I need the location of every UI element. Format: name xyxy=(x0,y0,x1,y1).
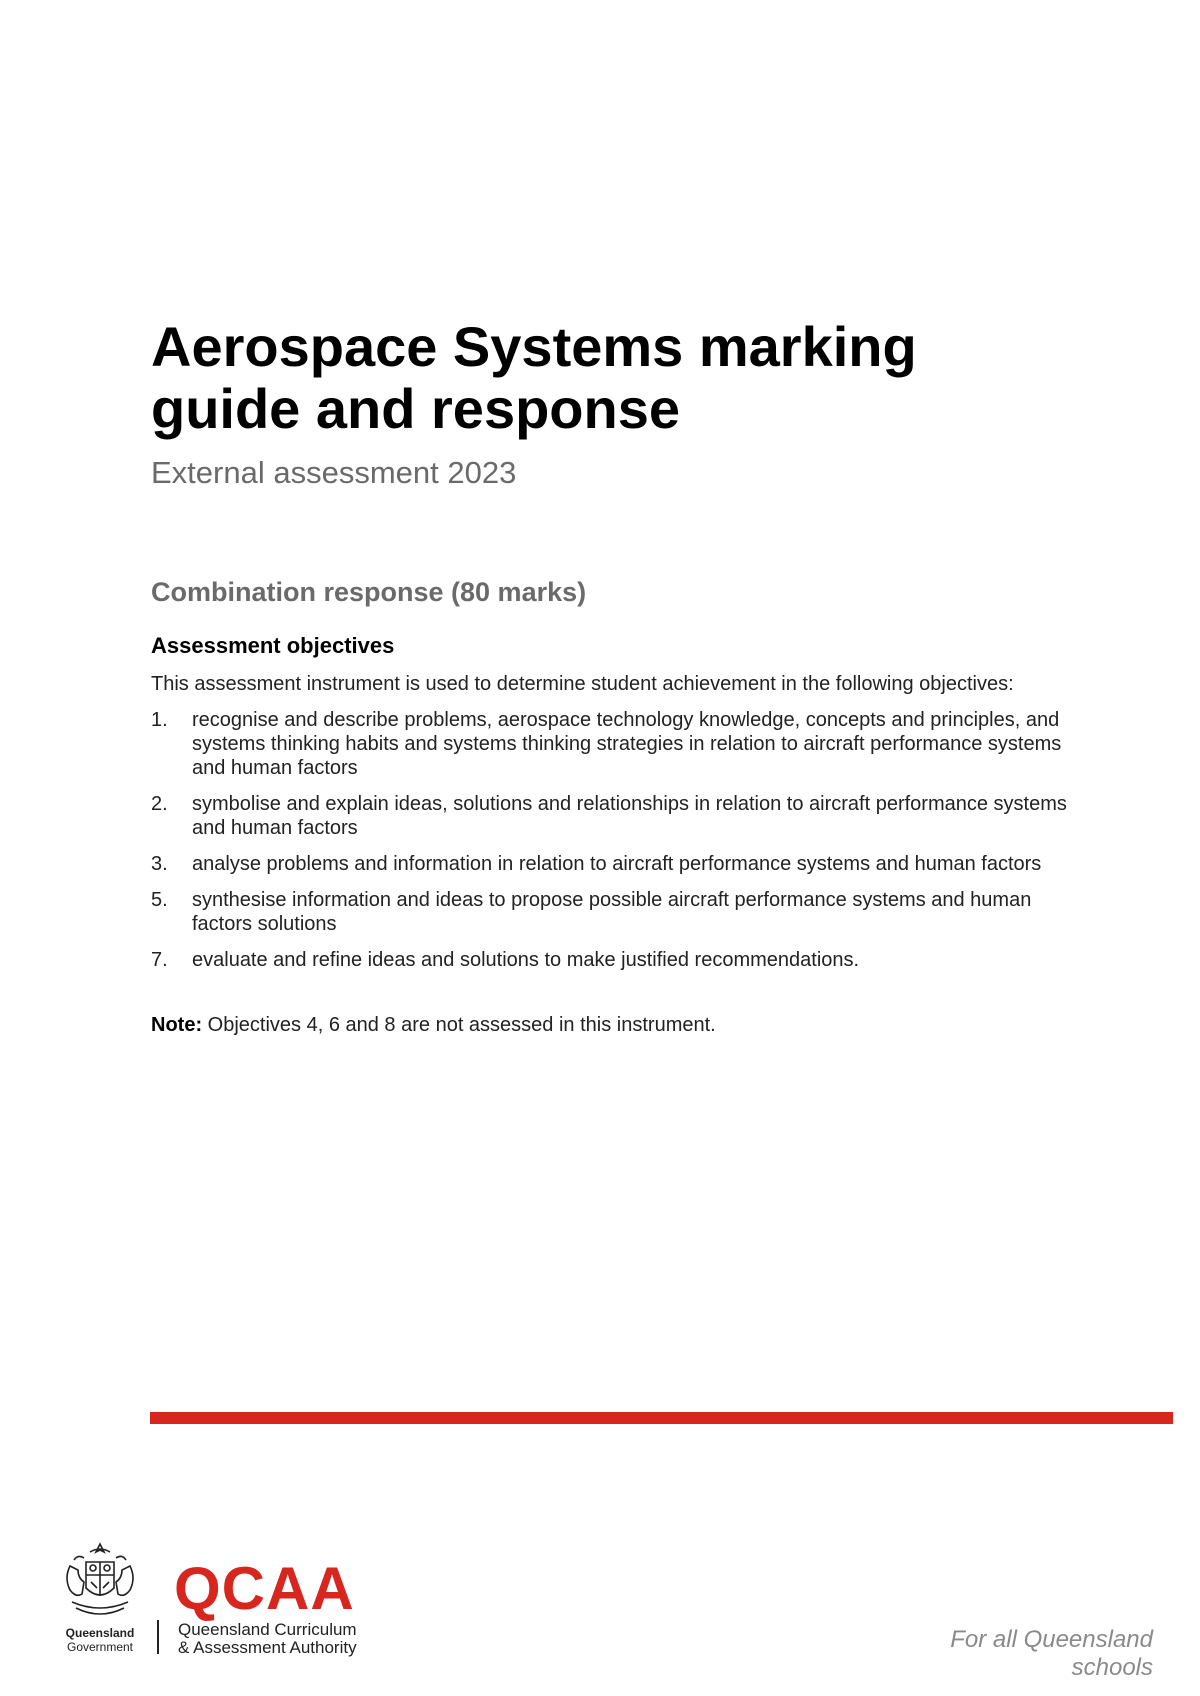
list-item xyxy=(151,948,1081,972)
objective-number: 2. xyxy=(151,793,168,815)
government-wordmark: Government xyxy=(66,1640,134,1654)
objective-number: 3. xyxy=(151,853,168,875)
qcaa-logo: QCAA xyxy=(174,1555,355,1622)
note-label: Note: xyxy=(151,1014,203,1036)
queensland-government-logo xyxy=(52,1538,148,1658)
qcaa-name-line2: & Assessment Authority xyxy=(178,1638,357,1657)
list-item xyxy=(151,888,1081,936)
coat-of-arms-icon xyxy=(56,1538,144,1626)
objective-number: 7. xyxy=(151,949,168,971)
list-item xyxy=(151,852,1081,876)
objective-number: 5. xyxy=(151,889,168,911)
section-heading: Combination response (80 marks) xyxy=(151,577,587,607)
objective-text: evaluate and refine ideas and solutions to make justified recommendations. xyxy=(192,949,860,971)
note-text: Objectives 4, 6 and 8 are not assessed in this instrument. xyxy=(202,1014,716,1036)
objective-text: recognise and describe problems, aerospace technology knowledge, concepts and principles, and systems thinking habits and systems thinking strategies in relation to aircraft performance systems and human factors xyxy=(192,709,1062,779)
list-item xyxy=(151,792,1081,840)
objective-text: symbolise and explain ideas, solutions and relationships in relation to aircraft performance systems and human factors xyxy=(192,793,1067,839)
footer-tagline: For all Queensland schools xyxy=(950,1626,1153,1681)
list-item xyxy=(151,708,1081,780)
objective-text: synthesise information and ideas to propose possible aircraft performance systems and human factors solutions xyxy=(192,889,1032,935)
logo-divider xyxy=(157,1620,159,1654)
footer-accent-bar xyxy=(150,1412,1173,1424)
objectives-list xyxy=(151,708,1081,984)
document-subtitle: External assessment 2023 xyxy=(151,455,517,490)
note xyxy=(151,1013,716,1037)
document-title: Aerospace Systems marking guide and response xyxy=(151,315,917,440)
assessment-objectives-heading: Assessment objectives xyxy=(151,633,395,658)
qcaa-name-line1: Queensland Curriculum xyxy=(178,1620,357,1639)
objectives-intro: This assessment instrument is used to determine student achievement in the following objectives: xyxy=(151,673,1014,695)
queensland-wordmark: Queensland xyxy=(65,1626,135,1640)
objective-text: analyse problems and information in relation to aircraft performance systems and human factors xyxy=(192,853,1042,875)
objective-number: 1. xyxy=(151,709,168,731)
